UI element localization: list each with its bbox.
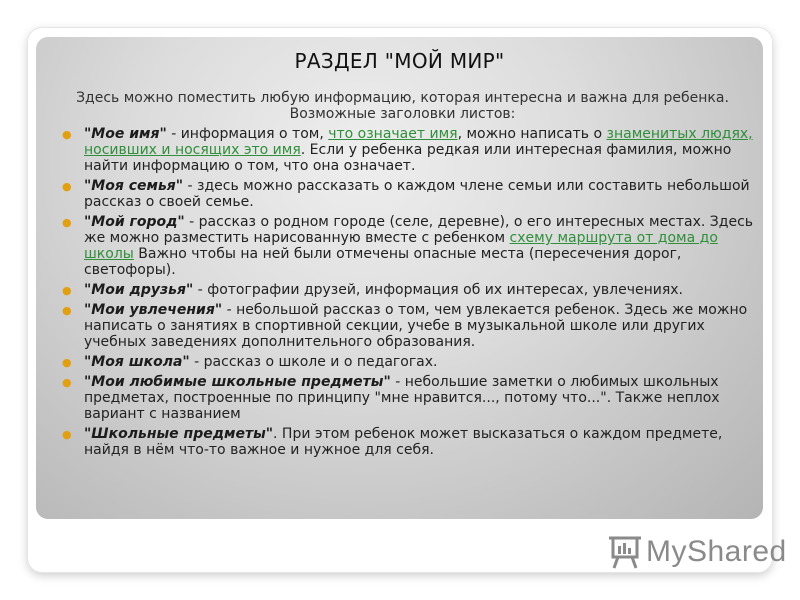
item-text: , можно написать о	[457, 126, 607, 142]
item-text: - рассказ о школе и о педагогах.	[189, 354, 438, 370]
slide	[36, 37, 763, 519]
bullet-icon: ●	[62, 304, 72, 317]
item-title: "Мои любимые школьные предметы"	[84, 374, 391, 390]
item-text: - фотографии друзей, информация об их интересах, увлечениях.	[193, 282, 683, 298]
item-text: - здесь можно рассказать о каждом члене семьи или составить небольшой рассказ о своей семье.	[84, 178, 750, 210]
presentation-board-icon	[606, 534, 642, 570]
item-title: "Мои увлечения"	[84, 302, 223, 318]
item-text: - информация о том,	[166, 126, 329, 142]
list-item	[62, 426, 755, 458]
bullet-icon: ●	[62, 216, 72, 229]
item-text: Важно чтобы на ней были отмечены опасные места (пересечения дорог, светофоры).	[84, 246, 682, 278]
item-title: "Школьные предметы"	[84, 426, 274, 442]
list-item	[62, 126, 755, 174]
item-title: "Мое имя"	[84, 126, 167, 142]
item-text: - небольшой рассказ о том, чем увлекается ребенок. Здесь же можно написать о занятиях в спортивной секции, учебе в музыкальной школе или других учебных заведениях дополнительного образования.	[84, 302, 748, 350]
item-title: "Мой город"	[84, 214, 185, 230]
myshared-logo[interactable]	[606, 532, 787, 572]
bullet-icon: ●	[62, 428, 72, 441]
route-scheme-link[interactable]: схему маршрута от дома до школы	[84, 230, 718, 262]
bullet-icon: ●	[62, 180, 72, 193]
item-title: "Моя семья"	[84, 178, 184, 194]
bullet-icon: ●	[62, 356, 72, 369]
list-item	[62, 354, 755, 370]
list-item	[62, 178, 755, 210]
list-item	[62, 374, 755, 422]
list-item	[62, 302, 755, 350]
bullet-icon: ●	[62, 128, 72, 141]
slide-title: РАЗДЕЛ "МОЙ МИР"	[294, 49, 505, 73]
item-title: "Моя школа"	[84, 354, 190, 370]
bullet-icon: ●	[62, 376, 72, 389]
famous-people-link[interactable]: знаменитых людях, носивших и носящих это имя	[84, 126, 753, 158]
item-title: "Мои друзья"	[84, 282, 194, 298]
logo-text: MyShared	[646, 535, 787, 568]
bullet-icon: ●	[62, 284, 72, 297]
item-text: . Если у ребенка редкая или интересная фамилия, можно найти информацию о том, что она означает.	[84, 142, 732, 174]
list-item	[62, 282, 755, 298]
slide-intro: Здесь можно поместить любую информацию, которая интересна и важна для ребенка. Возможные заголовки листов:	[76, 90, 729, 122]
item-text: - небольшие заметки о любимых школьных предметах, построенные по принципу "мне нравится..., потому что...". Также неплох вариант с названием	[84, 374, 720, 422]
name-meaning-link[interactable]: что означает имя	[328, 126, 458, 142]
topic-list	[62, 126, 755, 462]
item-text: - рассказ о родном городе (селе, деревне), о его интересных местах. Здесь же можно разместить нарисованную вместе с ребенком	[84, 214, 754, 246]
list-item	[62, 214, 755, 278]
item-text: . При этом ребенок может высказаться о каждом предмете, найдя в нём что-то важное и нужное для себя.	[84, 426, 723, 458]
